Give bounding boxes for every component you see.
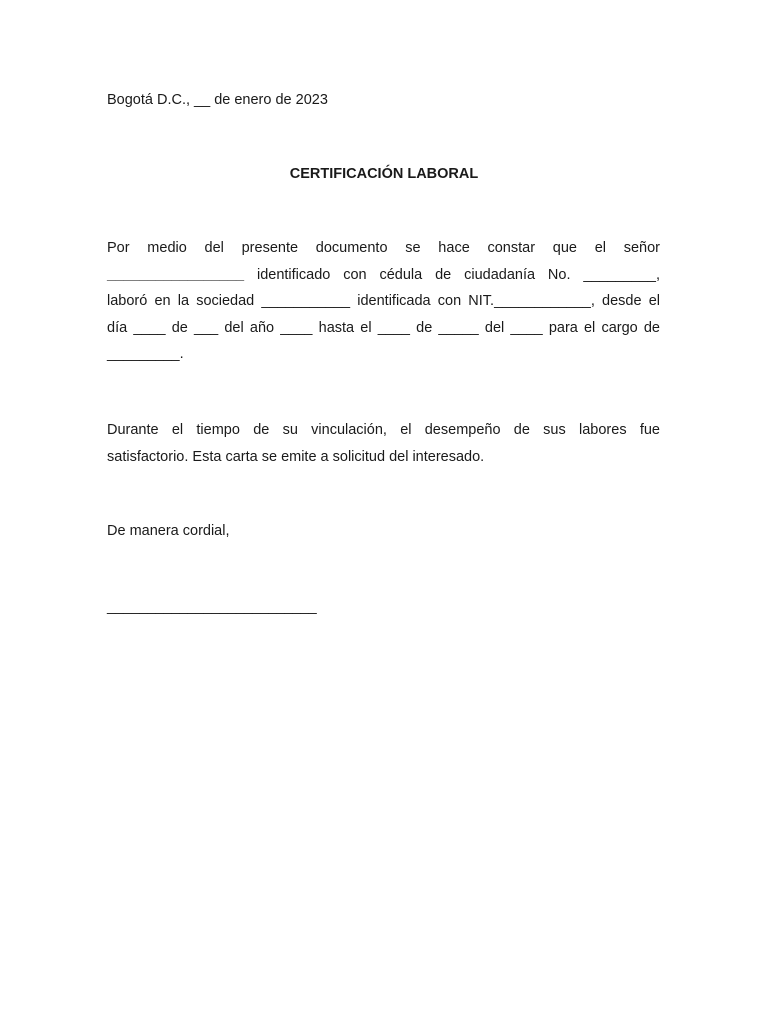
date-line: Bogotá D.C., __ de enero de 2023 <box>107 92 328 108</box>
paragraph-line: Durante el tiempo de su vinculación, el desempeño de sus labores fue <box>107 422 660 438</box>
paragraph-line: laboró en la sociedad ___________ identificada con NIT.____________, desde el <box>107 293 660 309</box>
closing-text: De manera cordial, <box>107 523 230 539</box>
paragraph-line: _________. <box>107 346 184 362</box>
paragraph-line: Por medio del presente documento se hace constar que el señor <box>107 240 660 256</box>
document-title: CERTIFICACIÓN LABORAL <box>289 166 479 182</box>
signature-line: __________________________ <box>107 599 317 615</box>
name-blank: _________________ <box>107 266 245 283</box>
id-text: identificado con cédula de ciudadanía No. _________, <box>244 266 660 283</box>
paragraph-line: satisfactorio. Esta carta se emite a solicitud del interesado. <box>107 448 485 465</box>
certification-paragraph <box>107 235 660 368</box>
paragraph-line <box>107 262 660 289</box>
performance-paragraph <box>107 417 660 470</box>
paragraph-line: día ____ de ___ del año ____ hasta el ____ de _____ del ____ para el cargo de <box>107 319 660 336</box>
